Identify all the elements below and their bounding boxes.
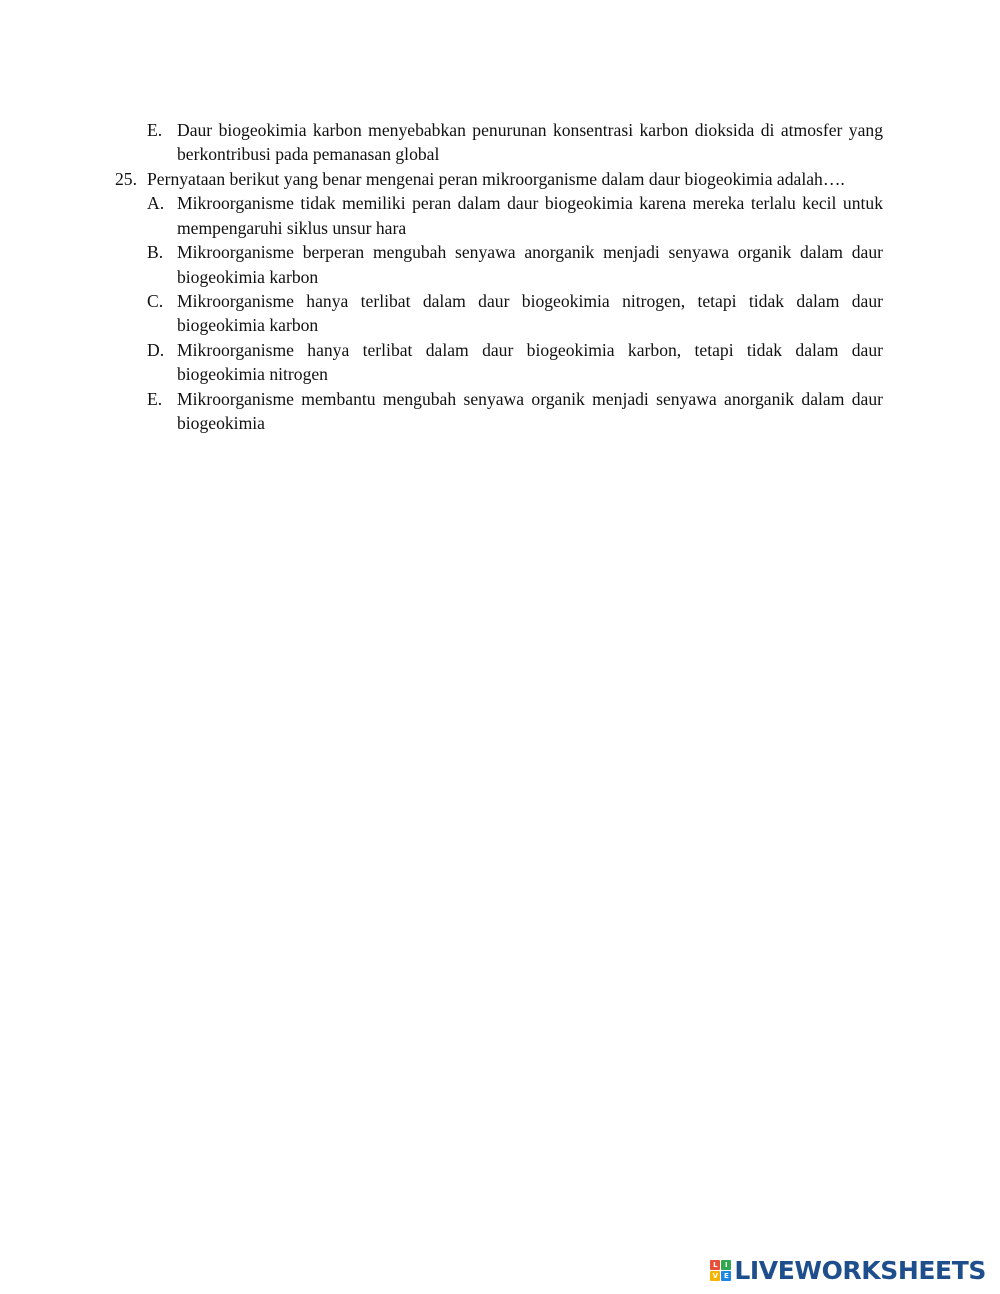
option-text: Mikroorganisme berperan mengubah senyawa anorganik menjadi senyawa organik dalam daur biogeokimia karbon: [177, 242, 883, 287]
liveworksheets-logo: [710, 1256, 986, 1284]
question-number: 25.: [115, 169, 137, 189]
option-marker: E.: [147, 120, 163, 140]
previous-option-e: [147, 118, 883, 167]
question-25: [115, 167, 883, 435]
logo-mark-icon: [710, 1260, 731, 1281]
option-text: Daur biogeokimia karbon menyebabkan penurunan konsentrasi karbon dioksida di atmosfer yang berkontribusi pada pemanasan global: [177, 120, 883, 165]
option-marker: C.: [147, 291, 164, 312]
option-a: [147, 191, 883, 240]
logo-letter: V: [710, 1271, 720, 1281]
logo-letter: E: [721, 1271, 731, 1281]
option-b: [147, 240, 883, 289]
answer-options: [147, 191, 883, 435]
option-c: [147, 289, 883, 338]
option-marker: A.: [147, 193, 165, 214]
logo-letter: I: [721, 1260, 731, 1270]
option-marker: D.: [147, 339, 165, 360]
logo-letter: L: [710, 1260, 720, 1270]
question-stem: [115, 167, 883, 191]
option-text: Mikroorganisme membantu mengubah senyawa organik menjadi senyawa anorganik dalam daur biogeokimia: [177, 388, 883, 434]
option-text: Mikroorganisme hanya terlibat dalam daur biogeokimia nitrogen, tetapi tidak dalam daur biogeokimia karbon: [177, 291, 883, 336]
logo-wordmark: LIVEWORKSHEETS: [734, 1255, 986, 1285]
option-d: [147, 338, 883, 387]
question-text: Pernyataan berikut yang benar mengenai peran mikroorganisme dalam daur biogeokimia adalah….: [147, 169, 845, 189]
option-text: Mikroorganisme hanya terlibat dalam daur biogeokimia karbon, tetapi tidak dalam daur biogeokimia nitrogen: [177, 339, 883, 385]
option-e: [147, 387, 883, 436]
option-text: Mikroorganisme tidak memiliki peran dalam daur biogeokimia karena mereka terlalu kecil untuk mempengaruhi siklus unsur hara: [177, 193, 883, 238]
option-marker: E.: [147, 388, 163, 409]
option-marker: B.: [147, 242, 164, 263]
